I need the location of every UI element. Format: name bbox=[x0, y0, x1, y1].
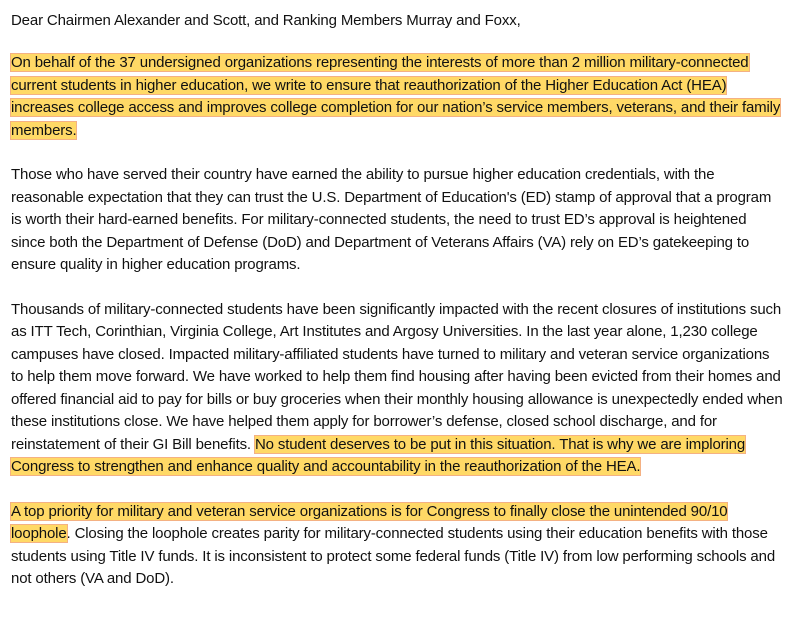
paragraph-loophole bbox=[11, 501, 783, 591]
highlighted-text: No student deserves to be put in this situation. That is why we are imploring Congress to strengthen and enhance quality and accountability in the reauthorization of the HEA. bbox=[11, 435, 746, 475]
highlighted-text: A top priority for military and veteran service organizations is for Congress to finally close the unintended 90/10 loophole bbox=[11, 502, 728, 542]
salutation: Dear Chairmen Alexander and Scott, and Ranking Members Murray and Foxx, bbox=[11, 12, 521, 29]
paragraph-text: Thousands of military-connected students have been significantly impacted with the recent closures of institutions such as ITT Tech, Corinthian, Virginia College, Art Institutes and Argosy Universities. In the last year alone, 1,230 college campuses have closed. Impacted military-affiliated students have turned to military and veteran service organizations to help them move forward. We have worked to help them find housing after having been evicted from their homes and offered financial aid to pay for bills or buy groceries when their monthly housing allowance is unexpectedly ended when these institutions close. We have helped them apply for borrower’s defense, closed school discharge, and for reinstatement of their GI Bill benefits. bbox=[11, 300, 783, 453]
paragraph-closures bbox=[11, 299, 783, 479]
paragraph-text: . Closing the loophole creates parity for military-connected students using their education benefits with those students using Title IV funds. It is inconsistent to protect some federal funds (Title IV) from low performing schools and not others (VA and DoD). bbox=[11, 525, 776, 587]
paragraph-trust: Those who have served their country have earned the ability to pursue higher education credentials, with the reasonable expectation that they can trust the U.S. Department of Education's (ED) stamp of approval that a program is worth their hard-earned benefits. For military-connected students, the need to trust ED’s approval is heightened since both the Department of Defense (DoD) and Department of Veterans Affairs (VA) rely on ED’s gatekeeping to ensure quality in higher education programs. bbox=[11, 166, 772, 273]
highlighted-text: On behalf of the 37 undersigned organizations representing the interests of more than 2 million military-connected current students in higher education, we write to ensure that reauthorization of the Higher Education Act (HEA) increases college access and improves college completion for our nation’s service members, veterans, and their family members. bbox=[11, 54, 781, 139]
letter-page bbox=[11, 10, 783, 591]
paragraph-intro bbox=[11, 52, 783, 142]
